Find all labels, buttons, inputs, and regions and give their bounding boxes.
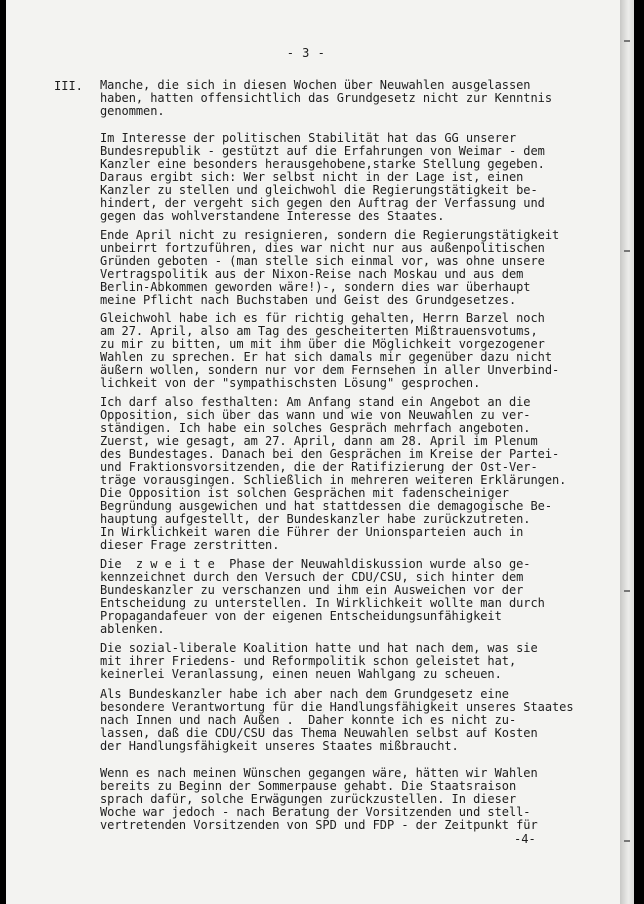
next-page-marker: -4- [514,832,536,846]
binder-mark [624,250,630,252]
page-edge-shadow [620,0,634,904]
section-number: III. [54,79,83,93]
paragraph-2: Im Interesse der politischen Stabilität hat das GG unserer Bundesrepublik - gestützt auf die Erfahrungen von Weimar - dem Kanzler eine besonders herausgehobene,starke Stellung gegeben. Daraus ergibt sich: Wer selbst nicht in der Lage ist, einen Kanzler zu stellen und gleichwohl die Regierungstätigkeit be- hindert, der vergeht sich gegen den Auftrag der Verfassung und gegen das wohlverstandene Interesse des Staates. [100,131,545,223]
page-number: - 3 - [286,46,326,60]
paragraph-4: Gleichwohl habe ich es für richtig gehalten, Herrn Barzel noch am 27. April, also am Tag des gescheiterten Mißtrauensvotums, zu mir zu bitten, um mit ihm über die Möglichkeit vorgezogener Wahlen zu sprechen. Er hat sich damals mir gegenüber dazu nicht äußern wollen, sondern nur vor dem Fernsehen in aller Unverbind- lichkeit von der "sympathischsten Lösung" gesprochen. [100,311,560,390]
paragraph-1: Manche, die sich in diesen Wochen über Neuwahlen ausgelassen haben, hatten offensichtlich das Grundgesetz nicht zur Kenntnis genommen. [100,78,553,118]
document-page [6,0,634,904]
paragraph-9: Wenn es nach meinen Wünschen gegangen wäre, hätten wir Wahlen bereits zu Beginn der Sommerpause gehabt. Die Staatsraison sprach dafür, solche Erwägungen zurückzustellen. In dieser Woche war jedoch - nach Beratung der Vorsitzenden und stell- vertretenden Vorsitzenden von SPD und FDP - der Zeitpunkt für [100,766,538,832]
paragraph-5: Ich darf also festhalten: Am Anfang stand ein Angebot an die Opposition, sich über das wann und wie von Neuwahlen zu ver- ständigen. Ich habe ein solches Gespräch mehrfach angeboten. Zuerst, wie gesagt, am 27. April, dann am 28. April im Plenum des Bundestages. Danach bei den Gesprächen im Kreise der Partei- und Fraktionsvorsitzenden, die der Ratifizierung der Ost-Ver- träge vorausgingen. Schließlich in mehreren weiteren Erklärungen. Die Opposition ist solchen Gesprächen mit fadenscheiniger Begründung ausgewichen und hat stattdessen die demagogische Be- hauptung aufgestellt, der Bundeskanzler habe zurückzutreten. In Wirklichkeit waren die Führer der Unionsparteien auch in dieser Frage zerstritten. [100,395,567,552]
binder-mark [624,840,630,842]
binder-mark [624,590,630,592]
paragraph-8: Als Bundeskanzler habe ich aber nach dem Grundgesetz eine besondere Verantwortung für die Handlungsfähigkeit unseres Staates nach Innen und nach Außen . Daher konnte ich es nicht zu- lassen, daß die CDU/CSU das Thema Neuwahlen selbst auf Kosten der Handlungsfähigkeit unseres Staates mißbraucht. [100,687,574,753]
paragraph-7: Die sozial-liberale Koalition hatte und hat nach dem, was sie mit ihrer Friedens- und Reformpolitik schon geleistet hat, keinerlei Veranlassung, einen neuen Wahlgang zu scheuen. [100,641,538,681]
binder-mark [624,40,630,42]
paragraph-3: Ende April nicht zu resignieren, sondern die Regierungstätigkeit unbeirrt fortzuführen, dies war nicht nur aus außenpolitischen Gründen geboten - (man stelle sich einmal vor, was ohne unsere Vertragspolitik aus der Nixon-Reise nach Moskau und aus dem Berlin-Abkommen geworden wäre!)-, sondern dies war überhaupt meine Pflicht nach Buchstaben und Geist des Grundgesetzes. [100,228,560,307]
paragraph-6: Die z w e i t e Phase der Neuwahldiskussion wurde also ge- kennzeichnet durch den Versuch der CDU/CSU, sich hinter dem Bundeskanzler zu verschanzen und ihm ein Ausweichen vor der Entscheidung zu unterstellen. In Wirklichkeit wollte man durch Propagandafeuer von der eigenen Entscheidungsunfähigkeit ablenken. [100,557,545,636]
